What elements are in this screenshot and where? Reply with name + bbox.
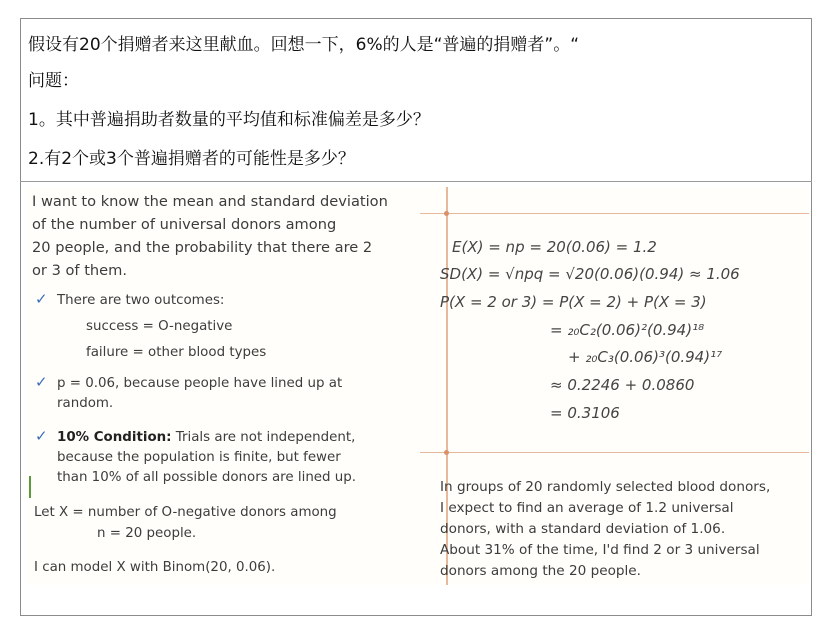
sd-equation: SD(X) = √npq = √20(0.06)(0.94) ≈ 1.06 — [440, 265, 740, 283]
ten-percent-line-2: because the population is finite, but fewer — [57, 450, 341, 465]
probability-equation: P(X = 2 or 3) = P(X = 2) + P(X = 3) — [440, 293, 707, 311]
question-line-2: 问题： — [28, 71, 79, 91]
approximation-line: ≈ 0.2246 + 0.0860 — [550, 376, 695, 394]
mean-equation: E(X) = np = 20(0.06) = 1.2 — [452, 238, 657, 256]
section-divider — [20, 181, 812, 182]
model-line: I can model X with Binom(20, 0.06). — [34, 560, 276, 575]
intro-line-4: or 3 of them. — [32, 262, 128, 279]
conclusion-line-2: I expect to find an average of 1.2 universal — [440, 500, 734, 516]
binomial-term-3: + ₂₀C₃(0.06)³(0.94)¹⁷ — [568, 348, 723, 366]
panel-rule-top — [420, 213, 809, 214]
ten-percent-label: 10% Condition: — [57, 430, 172, 445]
rule-dot-middle — [444, 450, 449, 455]
check-icon: ✓ — [35, 427, 48, 445]
conclusion-line-1: In groups of 20 randomly selected blood donors, — [440, 479, 771, 495]
conclusion-line-5: donors among the 20 people. — [440, 563, 641, 579]
check-icon: ✓ — [35, 290, 48, 308]
failure-line: failure = other blood types — [86, 345, 267, 360]
panel-rule-middle — [420, 452, 809, 453]
intro-line-2: of the number of universal donors among — [32, 216, 337, 233]
intro-line-3: 20 people, and the probability that there are 2 — [32, 239, 373, 256]
outcomes-line: There are two outcomes: — [57, 293, 225, 308]
question-line-1: 假设有20个捐赠者来这里献血。回想一下，6%的人是“普遍的捐赠者”。“ — [28, 35, 580, 55]
binomial-term-2: = ₂₀C₂(0.06)²(0.94)¹⁸ — [550, 321, 705, 339]
conclusion-line-3: donors, with a standard deviation of 1.06. — [440, 521, 726, 537]
conclusion-line-4: About 31% of the time, I'd find 2 or 3 universal — [440, 542, 760, 558]
let-line-1: Let X = number of O-negative donors among — [34, 505, 337, 520]
success-line: success = O-negative — [86, 319, 233, 334]
result-line: = 0.3106 — [550, 404, 620, 422]
ten-percent-line-1 — [57, 428, 355, 447]
intro-line-1: I want to know the mean and standard deviation — [32, 193, 388, 210]
rule-dot-top — [444, 211, 449, 216]
ten-percent-line-3: than 10% of all possible donors are lined up. — [57, 470, 357, 485]
question-line-3: 1。其中普遍捐助者数量的平均值和标准偏差是多少？ — [28, 110, 430, 130]
probability-line-2: random. — [57, 396, 114, 411]
ten-percent-text: Trials are not independent, — [171, 430, 356, 445]
margin-marker — [29, 476, 31, 498]
question-line-4: 2.有2个或3个普遍捐赠者的可能性是多少？ — [28, 149, 355, 169]
probability-line-1: p = 0.06, because people have lined up at — [57, 376, 343, 391]
let-line-2: n = 20 people. — [97, 526, 197, 541]
solution-panel — [27, 187, 809, 585]
check-icon: ✓ — [35, 373, 48, 391]
